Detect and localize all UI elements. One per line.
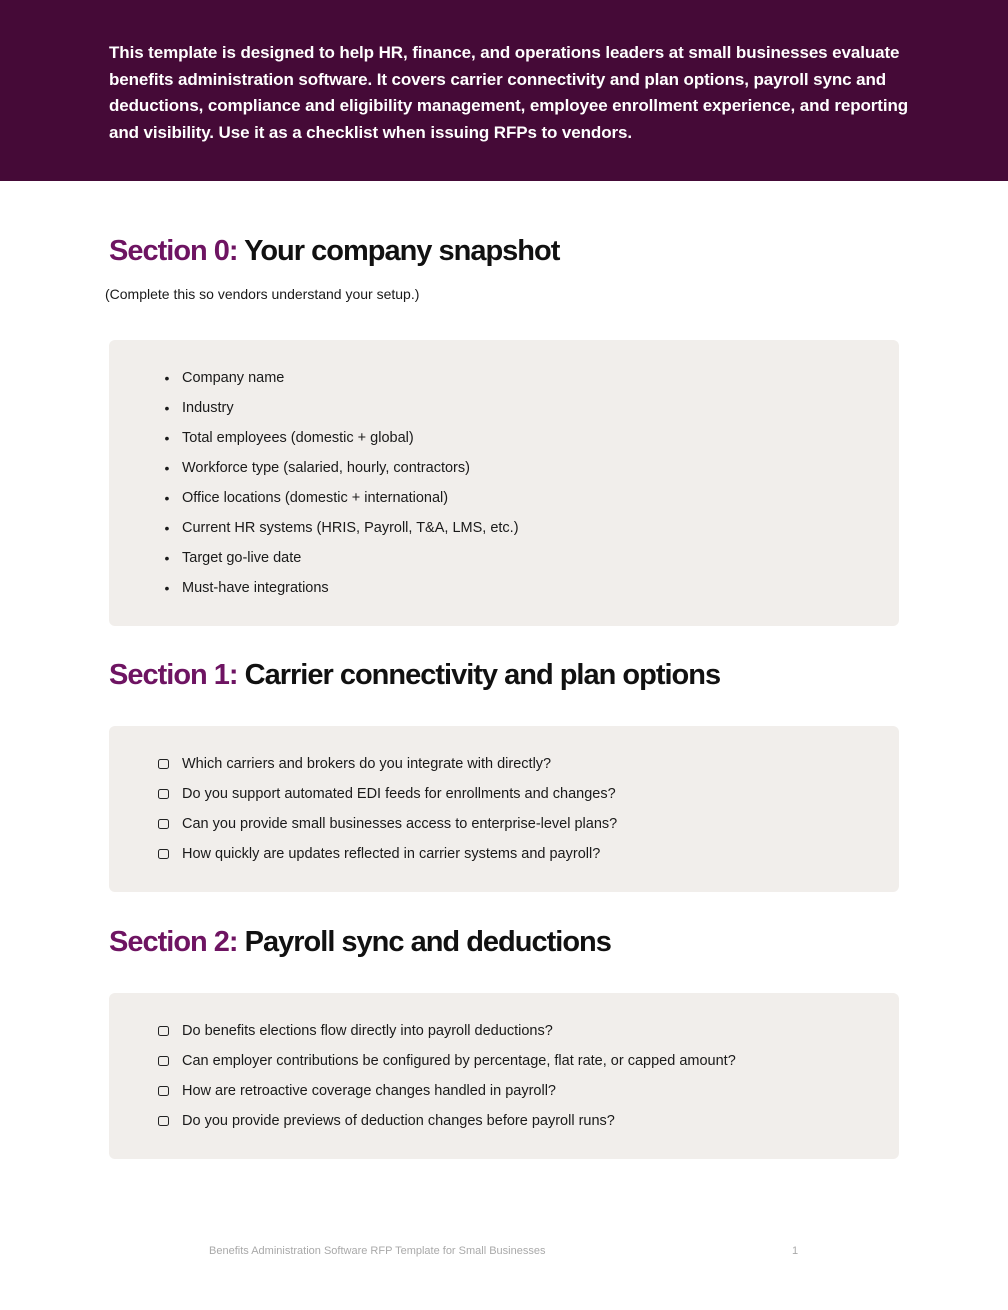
checklist-item [182,1021,553,1041]
list-item-label: Target go-live date [182,550,302,566]
checklist-item-label: How quickly are updates reflected in carrier systems and payroll? [182,846,601,862]
bullet-icon: • [164,370,170,386]
intro-banner [0,0,1008,181]
section-1-title: Carrier connectivity and plan options [244,659,721,691]
checkbox-icon[interactable] [158,1056,169,1066]
checklist-item [182,844,600,864]
checkbox-icon[interactable] [158,789,169,799]
list-item-label: Office locations (domestic + international) [182,490,449,506]
section-0-note: (Complete this so vendors understand your setup.) [105,286,420,302]
section-0-card [109,340,899,626]
list-item-label: Workforce type (salaried, hourly, contractors) [182,460,470,476]
list-item [164,368,285,388]
section-2-title: Payroll sync and deductions [244,926,611,958]
list-item [164,548,302,568]
checkbox-icon[interactable] [158,1116,169,1126]
checkbox-icon[interactable] [158,1026,169,1036]
checklist-item [182,814,617,834]
section-1-number: Section 1: [109,659,238,691]
bullet-icon: • [164,490,170,506]
bullet-icon: • [164,460,170,476]
checklist-item [182,1111,615,1131]
checklist-item-label: How are retroactive coverage changes handled in payroll? [182,1083,556,1099]
checklist-item [182,1081,556,1101]
checklist-item-label: Can you provide small businesses access to enterprise-level plans? [182,816,618,832]
list-item-label: Must-have integrations [182,580,329,596]
list-item [164,458,470,478]
list-item-label: Current HR systems (HRIS, Payroll, T&A, LMS, etc.) [182,520,519,536]
list-item [164,578,329,598]
checklist-item-label: Can employer contributions be configured by percentage, flat rate, or capped amount? [182,1053,736,1069]
section-0-number: Section 0: [109,235,238,267]
checklist-item [182,754,551,774]
list-item-label: Industry [182,400,234,416]
section-2-number: Section 2: [109,926,238,958]
bullet-icon: • [164,580,170,596]
list-item [164,428,414,448]
section-0-title: Your company snapshot [244,235,560,267]
checkbox-icon[interactable] [158,849,169,859]
list-item [164,518,519,538]
list-item [164,488,449,508]
list-item-label: Company name [182,370,285,386]
checkbox-icon[interactable] [158,1086,169,1096]
section-2-card [109,993,899,1159]
intro-text: This template is designed to help HR, finance, and operations leaders at small businesses evaluate benefits administration software. It covers carrier connectivity and plan options, payroll sync and deductions, compliance and eligibility management, employee enrollment experience, and reporting and visibility. Use it as a checklist when issuing RFPs to vendors. [109,43,909,142]
list-item-label: Total employees (domestic + global) [182,430,414,446]
checkbox-icon[interactable] [158,759,169,769]
bullet-icon: • [164,400,170,416]
checkbox-icon[interactable] [158,819,169,829]
checklist-item [182,784,616,804]
checklist-item-label: Do benefits elections flow directly into payroll deductions? [182,1023,553,1039]
bullet-icon: • [164,520,170,536]
checklist-item [182,1051,736,1071]
checklist-item-label: Do you support automated EDI feeds for enrollments and changes? [182,786,616,802]
footer-document-title: Benefits Administration Software RFP Template for Small Businesses [209,1245,546,1257]
list-item [164,398,234,418]
section-1-heading [109,659,720,692]
footer-page-number: 1 [792,1245,799,1257]
checklist-item-label: Do you provide previews of deduction changes before payroll runs? [182,1113,615,1129]
bullet-icon: • [164,550,170,566]
section-2-heading [109,926,611,959]
checklist-item-label: Which carriers and brokers do you integrate with directly? [182,756,552,772]
bullet-icon: • [164,430,170,446]
section-0-heading [109,235,559,268]
section-1-card [109,726,899,892]
